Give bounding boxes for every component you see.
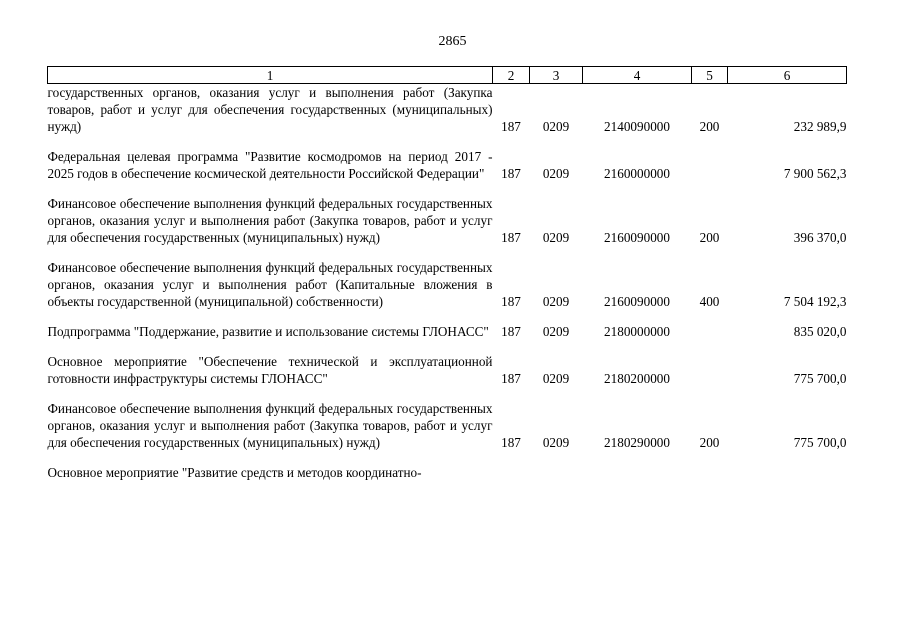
row-amount: 7 504 192,3 <box>783 294 847 309</box>
row-expense-type <box>692 451 728 481</box>
row-target: 2160090000 <box>604 230 670 245</box>
table-row <box>48 340 847 387</box>
page-number: 2865 <box>438 34 467 49</box>
row-name: Подпрограмма "Поддержание, развитие и использование системы ГЛОНАСС" <box>47 324 489 339</box>
row-expense-type <box>692 310 728 340</box>
table-row <box>48 135 847 182</box>
column-header-6: 6 <box>728 67 847 84</box>
row-target: 2180200000 <box>604 371 670 386</box>
row-ministry: 187 <box>501 324 521 339</box>
row-ministry: 187 <box>501 371 521 386</box>
row-ministry <box>493 451 530 481</box>
table-row <box>48 310 847 340</box>
row-section: 0209 <box>542 324 570 339</box>
header-row <box>48 67 847 84</box>
row-ministry: 187 <box>501 119 521 134</box>
column-header-1: 1 <box>48 67 493 84</box>
budget-table <box>47 66 847 481</box>
row-ministry: 187 <box>501 230 521 245</box>
table-row <box>48 451 847 481</box>
row-ministry: 187 <box>501 294 521 309</box>
row-expense-type: 400 <box>699 294 720 309</box>
row-amount: 835 020,0 <box>793 324 847 339</box>
column-header-5: 5 <box>692 67 728 84</box>
row-amount: 7 900 562,3 <box>783 166 847 181</box>
row-name: государственных органов, оказания услуг и выполнения работ (Закупка товаров, работ и услуг для обеспечения государственных (муниципальных) нужд) <box>47 85 493 134</box>
row-target: 2180000000 <box>604 324 670 339</box>
column-header-3: 3 <box>530 67 583 84</box>
row-ministry: 187 <box>501 435 521 450</box>
row-target: 2180290000 <box>604 435 670 450</box>
row-name: Основное мероприятие "Обеспечение технической и эксплуатационной готовности инфраструктуры системы ГЛОНАСС" <box>47 354 493 386</box>
row-target: 2160090000 <box>604 294 670 309</box>
row-section: 0209 <box>542 119 570 134</box>
row-section: 0209 <box>542 435 570 450</box>
row-amount: 775 700,0 <box>793 371 847 386</box>
table-row <box>48 182 847 246</box>
row-section: 0209 <box>542 294 570 309</box>
row-name: Основное мероприятие "Развитие средств и методов координатно- <box>47 465 422 480</box>
column-header-4: 4 <box>583 67 692 84</box>
row-expense-type: 200 <box>699 435 720 450</box>
row-amount: 396 370,0 <box>793 230 847 245</box>
row-name: Федеральная целевая программа "Развитие космодромов на период 2017 - 2025 годов в обеспечение космической деятельности Российской Федерации" <box>47 149 493 181</box>
row-name: Финансовое обеспечение выполнения функций федеральных государственных органов, оказания услуг и выполнения работ (Капитальные вложения в объекты государственной (муниципальной) собственности) <box>47 260 493 309</box>
row-expense-type <box>692 135 728 182</box>
row-amount <box>728 451 847 481</box>
row-section: 0209 <box>542 371 570 386</box>
row-ministry: 187 <box>501 166 521 181</box>
row-expense-type: 200 <box>699 119 720 134</box>
row-amount: 232 989,9 <box>793 119 847 134</box>
row-target <box>583 451 692 481</box>
row-name: Финансовое обеспечение выполнения функций федеральных государственных органов, оказания услуг и выполнения работ (Закупка товаров, работ и услуг для обеспечения государственных (муниципальных) нужд) <box>47 401 493 450</box>
row-expense-type: 200 <box>699 230 720 245</box>
row-target: 2160000000 <box>604 166 670 181</box>
row-section: 0209 <box>542 230 570 245</box>
column-header-2: 2 <box>493 67 530 84</box>
table-row <box>48 246 847 310</box>
row-section <box>530 451 583 481</box>
row-amount: 775 700,0 <box>793 435 847 450</box>
row-target: 2140090000 <box>604 119 670 134</box>
table-row <box>48 84 847 136</box>
row-section: 0209 <box>542 166 570 181</box>
table-row <box>48 387 847 451</box>
row-expense-type <box>692 340 728 387</box>
row-name: Финансовое обеспечение выполнения функций федеральных государственных органов, оказания услуг и выполнения работ (Закупка товаров, работ и услуг для обеспечения государственных (муниципальных) нужд) <box>47 196 493 245</box>
